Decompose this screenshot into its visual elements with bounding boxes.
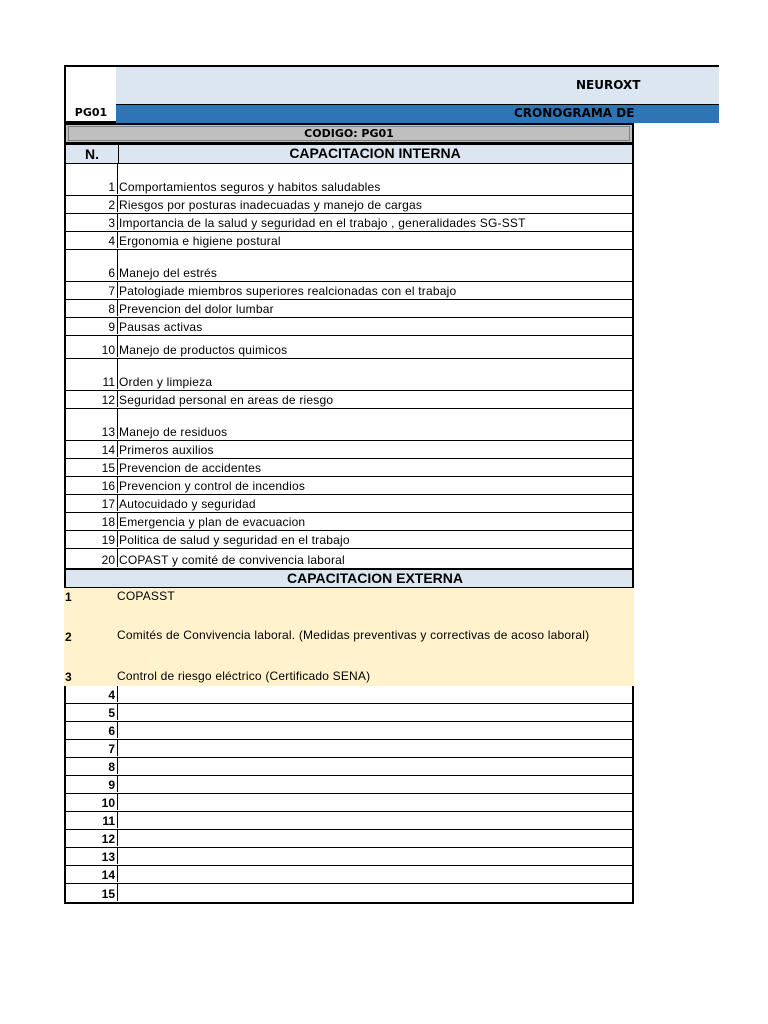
row-number: 1 [66, 164, 118, 194]
row-number: 15 [66, 459, 118, 475]
row-text: Prevencion de accidentes [119, 461, 262, 475]
row-number: 17 [66, 495, 118, 511]
company-header [116, 65, 719, 104]
external-row [64, 588, 634, 606]
row-text: Patologiade miembros superiores realcionadas con el trabajo [119, 284, 457, 298]
internal-row [64, 391, 634, 409]
row-number: 19 [66, 531, 118, 547]
row-number: 14 [66, 441, 118, 457]
row-number: 6 [66, 722, 118, 738]
row-text: Manejo de residuos [119, 425, 228, 439]
internal-row [64, 409, 634, 441]
external-row [64, 668, 634, 686]
row-number: 9 [66, 776, 118, 792]
internal-row [64, 359, 634, 391]
internal-row [64, 282, 634, 300]
row-text: Comités de Convivencia laboral. (Medidas preventivas y correctivas de acoso laboral) [117, 628, 590, 642]
internal-row [64, 549, 634, 569]
blank-row [64, 740, 634, 758]
row-number: 20 [66, 549, 118, 567]
internal-row [64, 318, 634, 336]
internal-row [64, 459, 634, 477]
row-number: 2 [65, 629, 72, 644]
internal-row [64, 477, 634, 495]
row-text: COPASST [117, 589, 175, 603]
blank-row [64, 776, 634, 794]
blank-row [64, 830, 634, 848]
banner-title: CRONOGRAMA DE [514, 106, 635, 120]
blank-row [64, 812, 634, 830]
blank-row [64, 722, 634, 740]
company-name: NEUROXT [576, 78, 641, 92]
row-text: Emergencia y plan de evacuacion [119, 515, 306, 529]
row-number: 11 [66, 812, 118, 828]
code-cell-label: PG01 [74, 106, 108, 119]
blank-row [64, 866, 634, 884]
external-section-header [64, 569, 634, 588]
external-row [64, 606, 634, 668]
row-number: 16 [66, 477, 118, 493]
row-number: 4 [66, 686, 118, 702]
blank-row [64, 704, 634, 722]
row-text: Ergonomia e higiene postural [119, 234, 281, 248]
external-section-title: CAPACITACION EXTERNA [286, 570, 464, 586]
blank-row [64, 686, 634, 704]
row-number: 15 [66, 884, 118, 901]
row-text: Autocuidado y seguridad [119, 497, 256, 511]
row-number: 8 [66, 758, 118, 774]
blank-row [64, 758, 634, 776]
row-number: 3 [66, 214, 118, 230]
row-number: 9 [66, 318, 118, 334]
row-number: 7 [66, 282, 118, 298]
row-text: Manejo del estrés [119, 266, 218, 280]
row-number: 11 [66, 359, 118, 389]
row-text: Politica de salud y seguridad en el trabajo [119, 533, 350, 547]
row-number: 10 [66, 794, 118, 810]
internal-row [64, 164, 634, 196]
internal-row [64, 214, 634, 232]
row-text: Seguridad personal en areas de riesgo [119, 393, 334, 407]
row-text: Primeros auxilios [119, 443, 214, 457]
row-number: 12 [66, 391, 118, 407]
row-number: 3 [65, 669, 72, 684]
schedule-banner [116, 104, 719, 123]
num-column-header: N. [66, 145, 119, 163]
row-text: Prevencion y control de incendios [119, 479, 306, 493]
row-number: 5 [66, 704, 118, 720]
row-number: 8 [66, 300, 118, 316]
row-number: 7 [66, 740, 118, 756]
code-cell [64, 65, 117, 123]
internal-row [64, 232, 634, 250]
external-num-cell [66, 570, 118, 587]
row-text: COPAST y comité de convivencia laboral [119, 553, 345, 567]
row-number: 4 [66, 232, 118, 248]
blank-row [64, 848, 634, 866]
row-text: Riesgos por posturas inadecuadas y manejo de cargas [119, 198, 423, 212]
internal-row [64, 513, 634, 531]
blank-row [64, 884, 634, 904]
row-text: Comportamientos seguros y habitos saludables [119, 180, 381, 194]
internal-row [64, 250, 634, 282]
row-number: 18 [66, 513, 118, 529]
internal-section-title: CAPACITACION INTERNA [289, 145, 461, 161]
row-text: Pausas activas [119, 320, 203, 334]
row-number: 10 [66, 336, 118, 357]
row-number: 13 [66, 848, 118, 864]
row-number: 6 [66, 250, 118, 280]
internal-row [64, 336, 634, 359]
row-number: 2 [66, 196, 118, 212]
row-number: 1 [65, 589, 72, 604]
codigo-label: CODIGO: PG01 [304, 127, 394, 140]
internal-row [64, 495, 634, 513]
internal-row [64, 300, 634, 318]
row-text: Importancia de la salud y seguridad en el trabajo , generalidades SG-SST [119, 216, 526, 230]
row-number: 13 [66, 409, 118, 439]
row-number: 14 [66, 866, 118, 882]
row-text: Manejo de productos quimicos [119, 343, 288, 357]
row-text: Prevencion del dolor lumbar [119, 302, 274, 316]
internal-row [64, 441, 634, 459]
internal-section-header [64, 144, 634, 164]
codigo-row [64, 123, 634, 144]
internal-row [64, 196, 634, 214]
row-number: 12 [66, 830, 118, 846]
blank-row [64, 794, 634, 812]
internal-row [64, 531, 634, 549]
row-text: Orden y limpieza [119, 375, 213, 389]
row-text: Control de riesgo eléctrico (Certificado SENA) [117, 669, 371, 683]
